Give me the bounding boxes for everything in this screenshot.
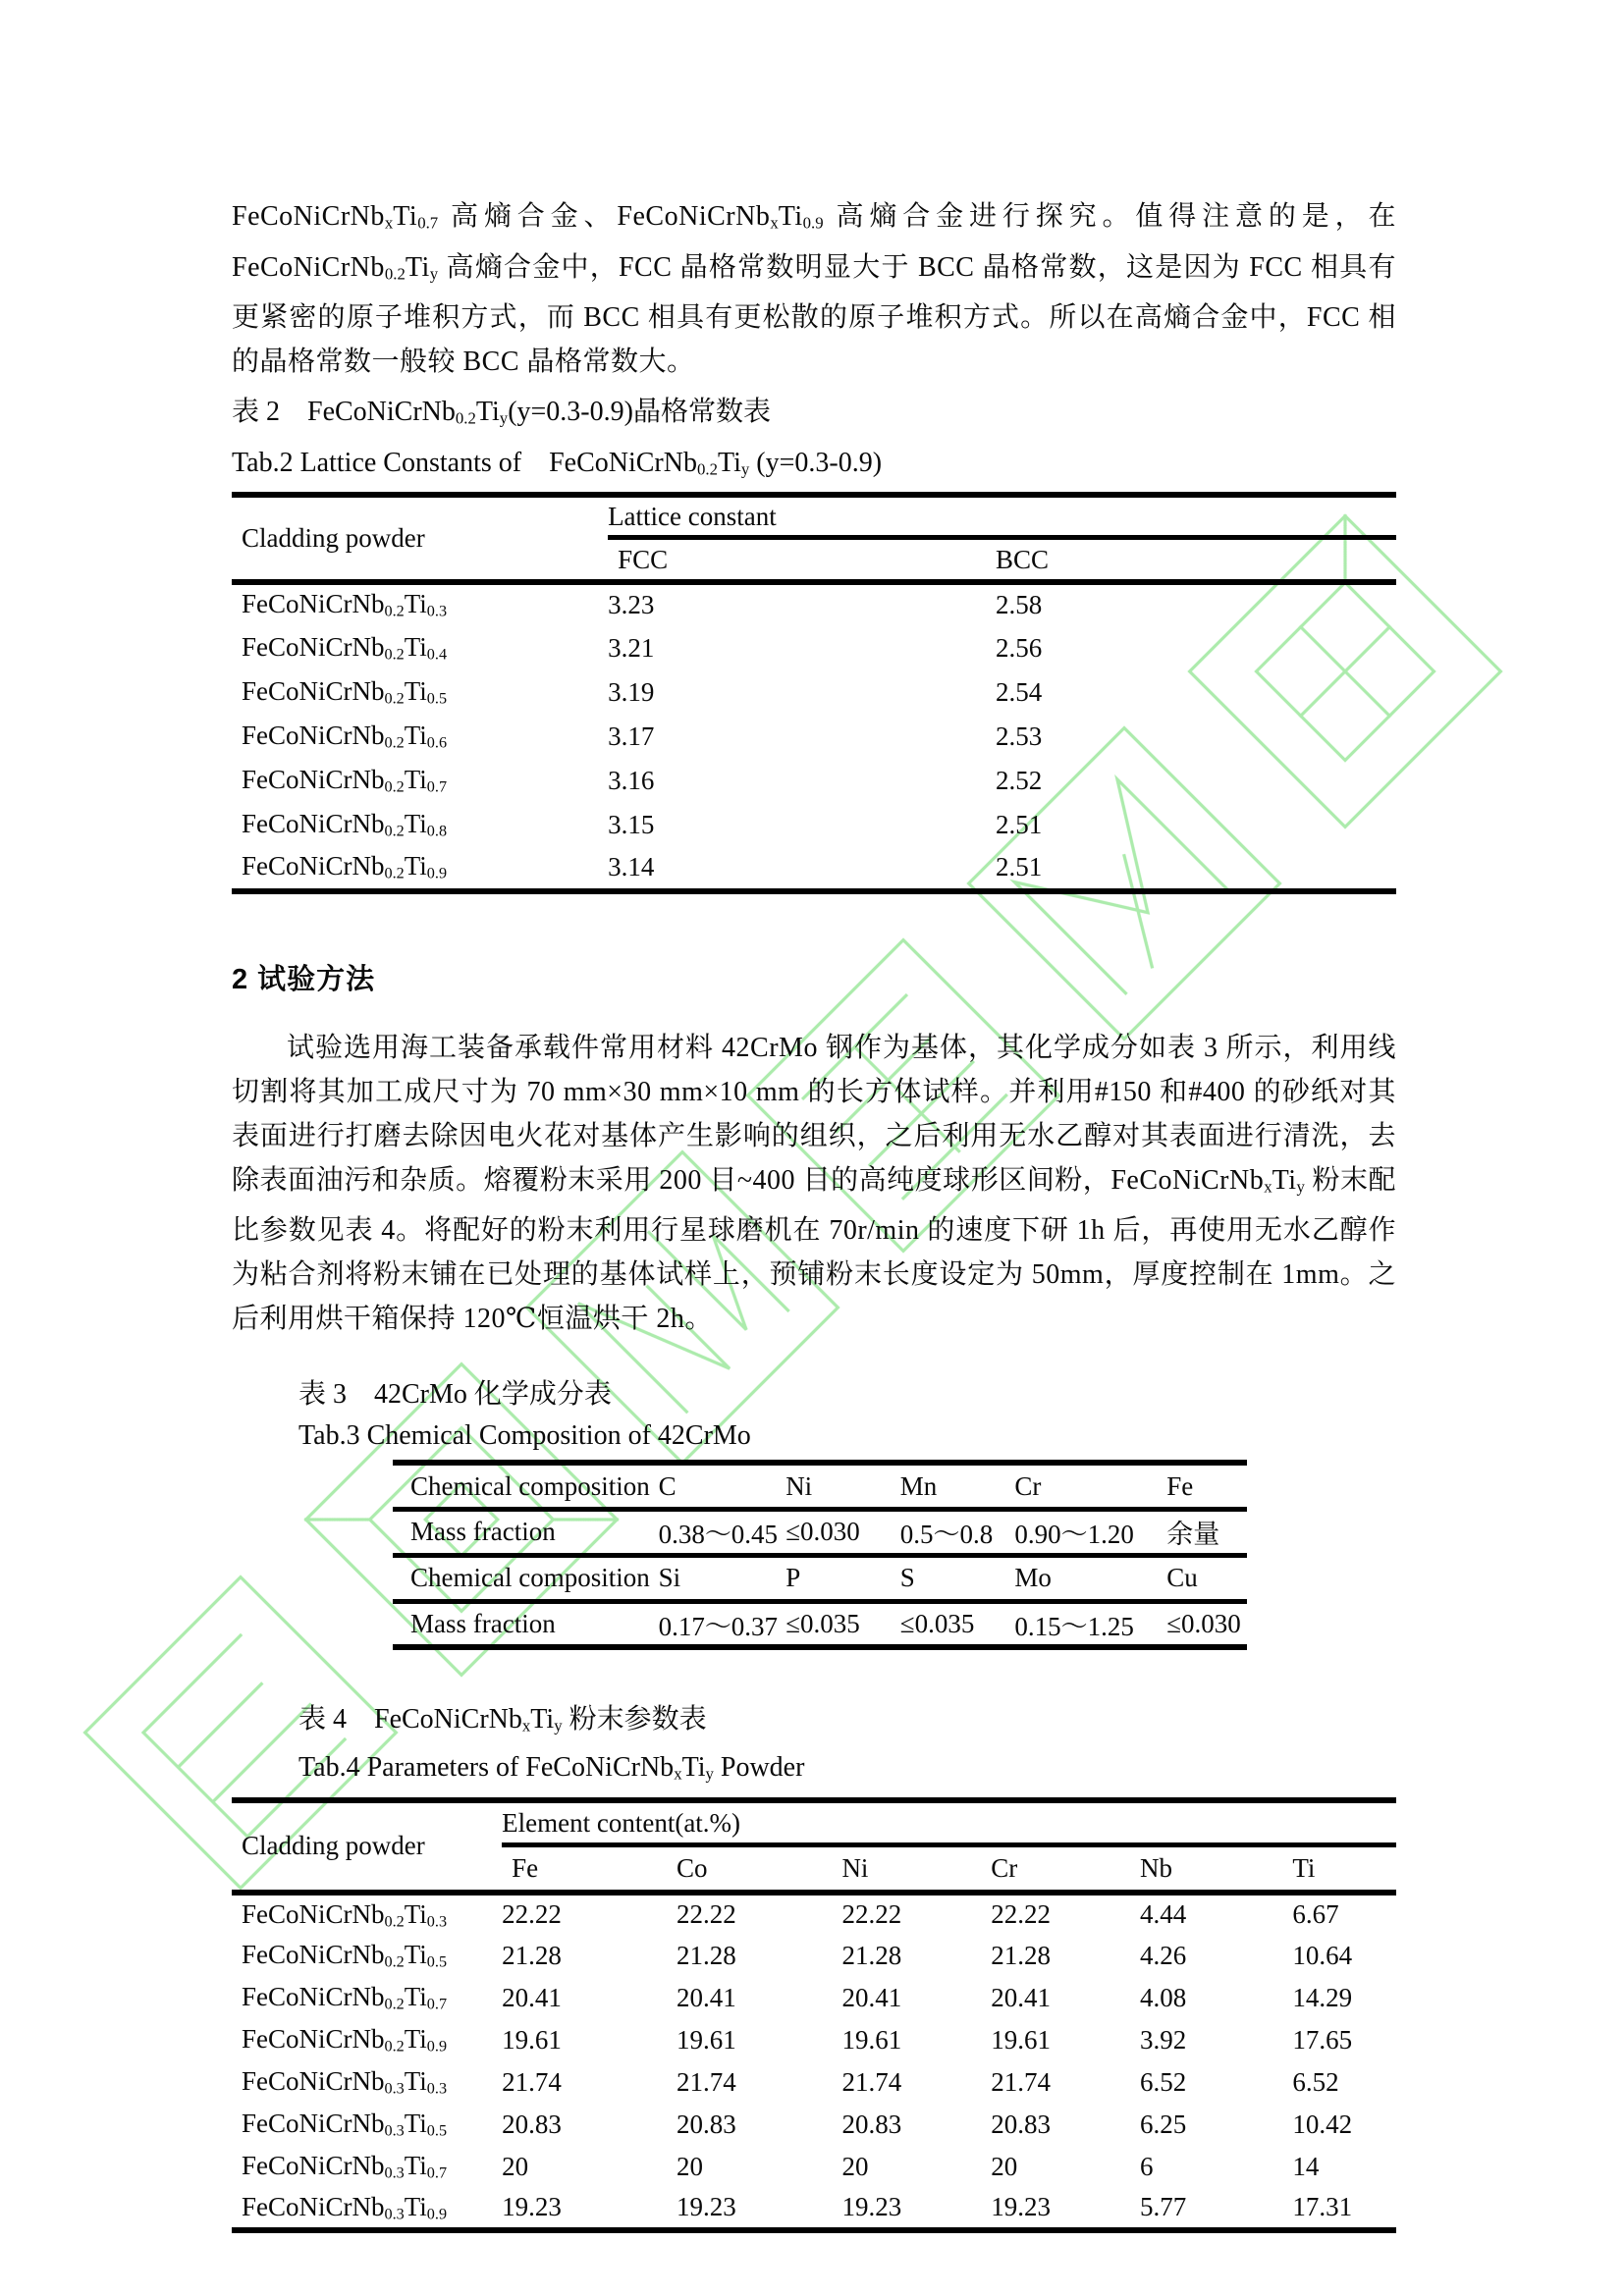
value-cell: 2.58: [996, 590, 1043, 620]
text-run: Ti: [404, 1940, 427, 1970]
table4-header-cr: Cr: [991, 1853, 1018, 1884]
table4-header-fe: Fe: [512, 1853, 539, 1884]
value-cell: Mn: [900, 1463, 1015, 1509]
value-cell: 20: [502, 2151, 529, 2181]
chemical-composition-table: [393, 1460, 1247, 1650]
table-row: [393, 1555, 1247, 1601]
value-cell: 20.83: [502, 2109, 562, 2139]
text-run: Ti: [404, 2024, 427, 2055]
value-cell: 0.5～0.8: [900, 1509, 1015, 1555]
value-cell: 22.22: [502, 1899, 562, 1930]
value-cell: Fe: [1166, 1463, 1247, 1509]
text-run: Ti: [404, 2066, 427, 2097]
text-run: Ti: [681, 1752, 706, 1784]
text-run: Ti: [404, 589, 427, 619]
subscript: 0.2: [384, 645, 405, 664]
value-cell: 21.74: [502, 2066, 562, 2097]
value-cell: Chemical composition: [393, 1463, 659, 1509]
value-cell: 21.28: [677, 1940, 736, 1970]
value-cell: 20.83: [677, 2109, 736, 2139]
table-row: [232, 715, 1396, 759]
page-content: [232, 0, 1396, 2233]
value-cell: 5.77: [1140, 2192, 1187, 2222]
value-cell: 10.64: [1292, 1940, 1353, 1970]
value-cell: 2.52: [996, 765, 1043, 795]
text-run: Ti: [404, 808, 427, 838]
text-run: Ti: [404, 1982, 427, 2012]
value-cell: 19.61: [677, 2024, 736, 2055]
subscript: 0.2: [384, 822, 405, 840]
text-run: Ti: [530, 1704, 555, 1735]
table4-header-element-content: Element content(at.%): [502, 1800, 1396, 1845]
table-row: [393, 1509, 1247, 1555]
subscript: 0.7: [417, 213, 439, 233]
text-run: Ti: [404, 2109, 427, 2139]
text-run: FeCoNiCrNb: [232, 201, 385, 232]
value-cell: 20: [841, 2151, 869, 2181]
subscript: 0.3: [426, 2079, 448, 2098]
formula-cell: [232, 803, 608, 847]
table-header-row: [232, 1800, 1396, 1845]
value-cell: 20.41: [677, 1982, 736, 2012]
formula-cell: [232, 582, 608, 626]
subscript: 0.2: [455, 409, 476, 429]
text-run: FeCoNiCrNb: [242, 1898, 385, 1929]
table-row: [232, 803, 1396, 847]
value-cell: 0.15～1.25: [1014, 1612, 1134, 1642]
value-cell: ≤0.035: [785, 1609, 860, 1639]
text-run: FeCoNiCrNb: [242, 764, 385, 794]
value-cell: 21.74: [841, 2066, 902, 2097]
table4-header-nb: Nb: [1140, 1853, 1173, 1884]
subscript: 0.2: [696, 459, 718, 479]
text-run: FeCoNiCrNb: [242, 2151, 385, 2181]
subscript: 0.2: [384, 1912, 405, 1931]
value-cell: 6: [1140, 2151, 1154, 2181]
value-cell: 19.23: [677, 2192, 736, 2222]
value-cell: 22.22: [841, 1899, 902, 1930]
text-run: FeCoNiCrNb: [242, 675, 385, 706]
value-cell: 2.54: [996, 676, 1043, 707]
value-cell: C: [659, 1463, 786, 1509]
subscript: x: [521, 1717, 531, 1736]
text-run: 高熵合金、FeCoNiCrNb: [438, 201, 771, 232]
value-cell: Ni: [785, 1463, 900, 1509]
subscript: 0.7: [426, 1995, 448, 2013]
value-cell: ≤0.030: [785, 1509, 900, 1555]
subscript: y: [429, 264, 439, 284]
subscript: 0.3: [426, 1912, 448, 1931]
text-run: FeCoNiCrNb: [242, 2024, 385, 2055]
subscript: 0.7: [426, 777, 448, 796]
subscript: x: [674, 1764, 682, 1784]
table-row: [232, 1935, 1396, 1977]
subscript: 0.2: [384, 733, 405, 752]
text-run: 高熵合金中，FCC 晶格常数明显大于 BCC 晶格常数，这是因为 FCC 相具有更紧密的原子堆积方式，而 BCC 相具有更松散的原子堆积方式。所以在高熵合金中，FCC 相的晶格常数一般较 BCC 晶格常数大。: [232, 251, 1396, 378]
subscript: 0.7: [426, 2163, 448, 2182]
formula-cell: [232, 1977, 502, 2019]
subscript: x: [1264, 1177, 1272, 1197]
value-cell: ≤0.035: [899, 1609, 975, 1639]
text-run: Ti: [778, 201, 803, 232]
subscript: 0.2: [384, 689, 405, 708]
table-row: [232, 2061, 1396, 2104]
subscript: 0.3: [426, 603, 448, 621]
value-cell: Chemical composition: [393, 1555, 659, 1601]
text-run: 粉末参数表: [562, 1704, 707, 1735]
subscript: 0.3: [384, 2205, 405, 2223]
value-cell: 3.21: [608, 632, 655, 663]
formula-cell: [232, 2188, 502, 2230]
text-run: FeCoNiCrNb: [242, 2109, 385, 2139]
value-cell: 22.22: [991, 1899, 1051, 1930]
text-run: 试验选用海工装备承载件常用材料 42CrMo 钢作为基体，其化学成分如表 3 所示，利用线切割将其加工成尺寸为 70 mm×30 mm×10 mm 的长方体试样。并利用#150 和#400 的砂纸对其表面进行打磨去除因电火花对基体产生影响的组织，之后利用无水乙醇对其表面进行清洗，去除表面油污和杂质。熔覆粉末采用 200 目~400 目的高纯度球形区间粉，FeCoNiCrNb: [232, 1032, 1396, 1196]
value-cell: 3.16: [608, 765, 655, 795]
text-run: Ti: [404, 2151, 427, 2181]
text-run: FeCoNiCrNb: [242, 1982, 385, 2012]
table4-header-ni: Ni: [841, 1853, 869, 1884]
value-cell: 6.52: [1292, 2066, 1339, 2097]
value-cell: 19.23: [502, 2192, 562, 2222]
table-row: [232, 2019, 1396, 2061]
text-run: Ti: [404, 631, 427, 662]
text-run: FeCoNiCrNb: [242, 589, 385, 619]
formula-cell: [232, 1893, 502, 1935]
value-cell: Cr: [1014, 1463, 1166, 1509]
text-run: Ti: [404, 675, 427, 706]
value-cell: 19.23: [991, 2192, 1051, 2222]
subscript: 0.5: [426, 2121, 448, 2140]
text-run: Ti: [393, 201, 418, 232]
table-row: [393, 1601, 1247, 1647]
text-run: 粉末配比参数见表 4。将配好的粉末利用行星球磨机在 70r/min 的速度下研 1h 后，再使用无水乙醇作为粘合剂将粉末铺在已处理的基体试样上，预铺粉末长度设定为 50mm，厚度控制在 1mm。之后利用烘干箱保持 120℃恒温烘干 2h。: [232, 1164, 1396, 1335]
value-cell: 3.92: [1140, 2024, 1187, 2055]
value-cell: 19.61: [841, 2024, 902, 2055]
table-row: [232, 582, 1396, 626]
table2-header-fcc: FCC: [618, 544, 669, 574]
table-row: [232, 1977, 1396, 2019]
subscript: y: [705, 1764, 714, 1784]
value-cell: 20.83: [991, 2109, 1051, 2139]
subscript: 0.2: [384, 1995, 405, 2013]
table-row: [232, 670, 1396, 715]
value-cell: 14: [1292, 2151, 1320, 2181]
subscript: 0.3: [384, 2163, 405, 2182]
subscript: 0.6: [426, 733, 448, 752]
table-row: [232, 847, 1396, 891]
text-run: FeCoNiCrNb: [242, 2191, 385, 2221]
subscript: 0.2: [384, 603, 405, 621]
text-run: Ti: [404, 720, 427, 750]
table2-caption-en: [232, 441, 1396, 492]
subscript: 0.9: [426, 2205, 448, 2223]
value-cell: 10.42: [1292, 2109, 1353, 2139]
value-cell: 17.65: [1292, 2024, 1353, 2055]
value-cell: 21.28: [841, 1940, 902, 1970]
subscript: y: [1296, 1177, 1305, 1197]
text-run: FeCoNiCrNb: [242, 851, 385, 881]
subscript: y: [554, 1717, 563, 1736]
value-cell: 21.74: [677, 2066, 736, 2097]
value-cell: 6.25: [1140, 2109, 1187, 2139]
value-cell: 2.56: [996, 632, 1043, 663]
text-run: Ti: [404, 1898, 427, 1929]
value-cell: 20: [991, 2151, 1018, 2181]
value-cell: 14.29: [1292, 1982, 1353, 2012]
subscript: 0.5: [426, 689, 448, 708]
value-cell: 4.44: [1140, 1899, 1187, 1930]
value-cell: 2.53: [996, 721, 1043, 751]
table-row: [232, 2188, 1396, 2230]
value-cell: 21.28: [502, 1940, 562, 1970]
value-cell: S: [900, 1555, 1015, 1601]
text-run: 表 4 FeCoNiCrNb: [298, 1704, 522, 1735]
text-run: FeCoNiCrNb: [242, 808, 385, 838]
formula-cell: [232, 847, 608, 891]
subscript: 0.3: [384, 2121, 405, 2140]
text-run: FeCoNiCrNb: [242, 2066, 385, 2097]
formula-cell: [232, 2104, 502, 2146]
text-run: FeCoNiCrNb: [242, 720, 385, 750]
subscript: 0.9: [802, 213, 824, 233]
table3-caption-en: Tab.3 Chemical Composition of 42CrMo: [298, 1420, 751, 1452]
value-cell: 0.17～0.37: [658, 1612, 779, 1642]
table4-caption-cn: [232, 1699, 1396, 1747]
subscript: 0.9: [426, 865, 448, 883]
text-run: Ti: [475, 397, 500, 428]
value-cell: 2.51: [996, 809, 1043, 839]
subscript: 0.2: [384, 2037, 405, 2056]
table4-caption-en: [232, 1747, 1396, 1795]
value-cell: 0.90～1.20: [1014, 1509, 1166, 1555]
subscript: y: [740, 459, 750, 479]
text-run: 表 2 FeCoNiCrNb: [232, 397, 456, 428]
formula-cell: [232, 715, 608, 759]
text-run: FeCoNiCrNb: [242, 1940, 385, 1970]
value-cell: 3.15: [608, 809, 655, 839]
value-cell: 17.31: [1292, 2192, 1353, 2222]
value-cell: 4.08: [1140, 1982, 1187, 2012]
subscript: 0.2: [384, 865, 405, 883]
formula-cell: [232, 2061, 502, 2104]
value-cell: 3.23: [608, 590, 655, 620]
value-cell: Mass fraction: [393, 1509, 659, 1555]
table2-header-cladding-powder: Cladding powder: [242, 522, 425, 553]
text-run: (y=0.3-0.9): [749, 448, 883, 479]
subscript: x: [770, 213, 779, 233]
value-cell: 20.41: [991, 1982, 1051, 2012]
value-cell: Mo: [1014, 1555, 1166, 1601]
value-cell: 19.23: [841, 2192, 902, 2222]
formula-cell: [232, 626, 608, 670]
subscript: 0.3: [384, 2079, 405, 2098]
value-cell: 6.52: [1140, 2066, 1187, 2097]
text-run: Tab.4 Parameters of FeCoNiCrNb: [298, 1752, 675, 1784]
table-header-row: [232, 495, 1396, 538]
text-run: Tab.2 Lattice Constants of FeCoNiCrNb: [232, 448, 697, 479]
text-run: Ti: [404, 764, 427, 794]
value-cell: P: [785, 1555, 900, 1601]
value-cell: Mass fraction: [410, 1609, 556, 1639]
section-heading-test-methods: 2 试验方法: [232, 963, 376, 995]
subscript: 0.5: [426, 1952, 448, 1971]
formula-cell: [232, 670, 608, 715]
value-cell: 2.51: [996, 852, 1043, 882]
formula-cell: [232, 2019, 502, 2061]
value-cell: ≤0.030: [1166, 1609, 1241, 1639]
table-row: [393, 1463, 1247, 1509]
table-row: [232, 2146, 1396, 2188]
table2-header-lattice-constant: Lattice constant: [608, 495, 1396, 538]
powder-parameters-table: [232, 1797, 1396, 2233]
value-cell: 余量: [1166, 1509, 1247, 1555]
value-cell: 21.28: [991, 1940, 1051, 1970]
text-run: Powder: [713, 1752, 805, 1784]
table2-header-bcc: BCC: [996, 544, 1050, 574]
table-row: [232, 626, 1396, 670]
text-run: Ti: [404, 851, 427, 881]
table4-header-cladding-powder: Cladding powder: [242, 1831, 425, 1861]
subscript: y: [499, 409, 509, 429]
subscript: 0.2: [384, 777, 405, 796]
text-run: Ti: [717, 448, 741, 479]
table3-caption-cn: 表 3 42CrMo 化学成分表: [298, 1379, 612, 1411]
subscript: 0.8: [426, 822, 448, 840]
subscript: 0.2: [384, 1952, 405, 1971]
value-cell: 20.83: [841, 2109, 902, 2139]
value-cell: Cu: [1166, 1555, 1247, 1601]
subscript: 0.4: [426, 645, 448, 664]
methods-paragraph: [232, 1026, 1396, 1342]
table4-header-ti: Ti: [1292, 1853, 1316, 1884]
text-run: Ti: [1272, 1164, 1297, 1196]
formula-cell: [232, 2146, 502, 2188]
subscript: 0.2: [384, 264, 406, 284]
table4-header-co: Co: [677, 1853, 708, 1884]
text-run: (y=0.3-0.9)晶格常数表: [508, 397, 771, 428]
value-cell: 3.19: [608, 676, 655, 707]
table-row: [232, 2104, 1396, 2146]
text-run: Ti: [405, 251, 430, 283]
text-run: 高熵合金进行探究。值得注意的是，在 FeCoNiCrNb: [232, 201, 1396, 283]
subscript: 0.9: [426, 2037, 448, 2056]
table-row: [232, 1893, 1396, 1935]
value-cell: 4.26: [1140, 1940, 1187, 1970]
text-run: FeCoNiCrNb: [242, 631, 385, 662]
text-run: Ti: [404, 2191, 427, 2221]
formula-cell: [232, 759, 608, 803]
intro-paragraph: [232, 0, 1396, 384]
subscript: x: [384, 213, 394, 233]
value-cell: 3.14: [608, 852, 655, 882]
lattice-constants-table: [232, 492, 1396, 894]
value-cell: Si: [659, 1555, 786, 1601]
value-cell: 19.61: [991, 2024, 1051, 2055]
value-cell: 6.67: [1292, 1899, 1339, 1930]
value-cell: 20: [677, 2151, 704, 2181]
value-cell: 19.61: [502, 2024, 562, 2055]
value-cell: 22.22: [677, 1899, 736, 1930]
value-cell: 3.17: [608, 721, 655, 751]
value-cell: 20.41: [841, 1982, 902, 2012]
value-cell: 20.41: [502, 1982, 562, 2012]
table2-caption-cn: [232, 390, 1396, 441]
value-cell: 21.74: [991, 2066, 1051, 2097]
value-cell: 0.38～0.45: [659, 1509, 786, 1555]
table-row: [232, 759, 1396, 803]
formula-cell: [232, 1935, 502, 1977]
